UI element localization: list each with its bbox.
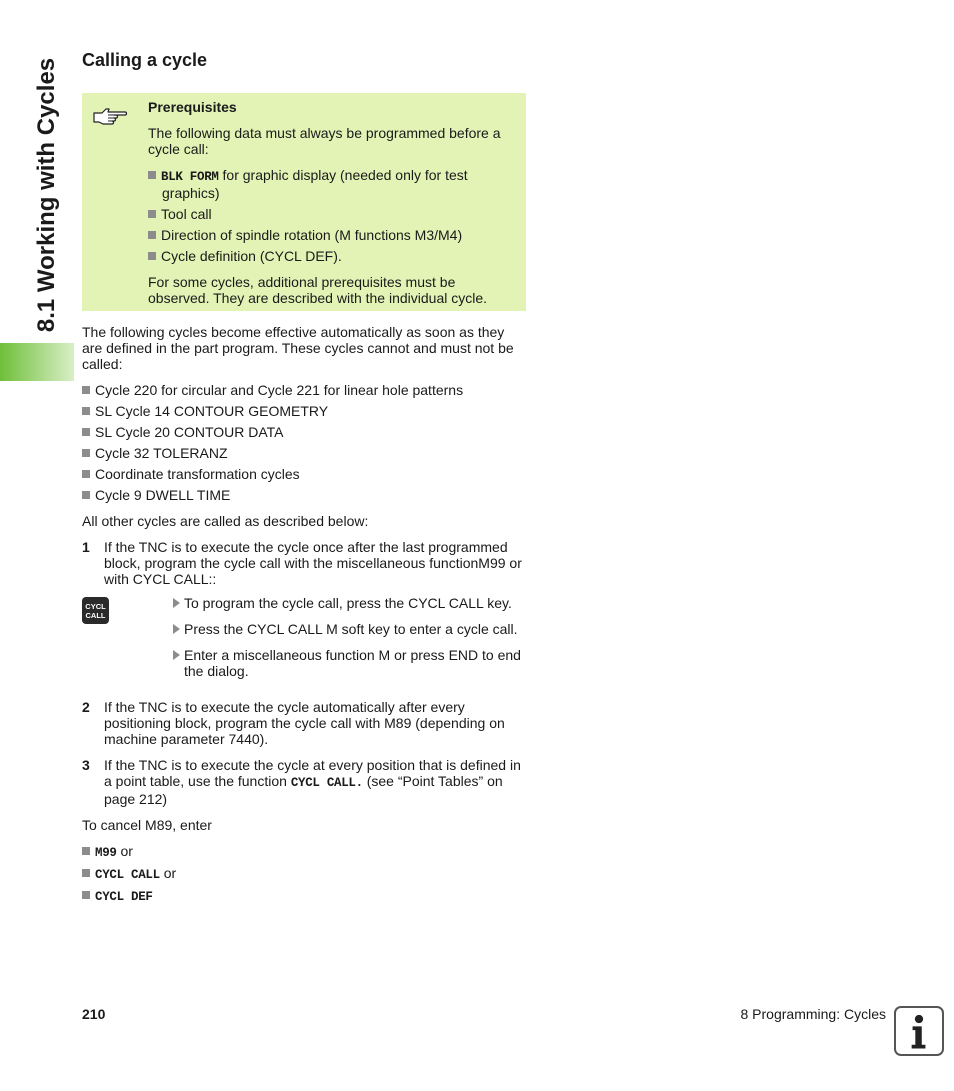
list-item: SL Cycle 20 CONTOUR DATA xyxy=(82,424,528,440)
prerequisites-list xyxy=(148,167,518,264)
call-steps-list xyxy=(82,539,528,587)
page-number: 210 xyxy=(82,1006,106,1022)
prerequisites-intro: The following data must always be programmed before a cycle call: xyxy=(148,125,501,157)
list-item: BLK FORM for graphic display (needed only for test graphics) xyxy=(148,167,518,201)
chapter-tab-bar xyxy=(0,343,74,381)
list-item: Cycle definition (CYCL DEF). xyxy=(148,248,518,264)
list-item: Cycle 220 for circular and Cycle 221 for linear hole patterns xyxy=(82,382,528,398)
bullet-square-icon xyxy=(148,171,156,179)
list-item: M99 or xyxy=(82,843,528,861)
substep: Press the CYCL CALL M soft key to enter a cycle call. xyxy=(173,621,528,637)
list-item: Cycle 32 TOLERANZ xyxy=(82,445,528,461)
substep: Enter a miscellaneous function M or press END to end the dialog. xyxy=(173,647,528,679)
triangle-arrow-icon xyxy=(173,650,180,660)
step-1: 1 If the TNC is to execute the cycle once after the last programmed block, program the cycle call with the miscellaneous functionM99 or with CYCL CALL:: xyxy=(82,539,522,587)
main-content xyxy=(82,324,528,915)
step-3: 3 If the TNC is to execute the cycle at every position that is defined in a point table, use the function CYCL CALL. (see “Point Tables” on page 212) xyxy=(82,757,521,807)
bullet-square-icon xyxy=(82,449,90,457)
step-2: 2 If the TNC is to execute the cycle automatically after every positioning block, program the cycle call with M89 (depending on machine parameter 7440). xyxy=(82,699,505,747)
list-item: CYCL CALL or xyxy=(82,865,528,883)
list-item: CYCL DEF xyxy=(82,887,528,905)
chapter-side-title: 8.1 Working with Cycles xyxy=(33,57,60,333)
prerequisites-box xyxy=(82,93,526,311)
info-icon xyxy=(894,1006,944,1056)
list-item: Coordinate transformation cycles xyxy=(82,466,528,482)
cancel-list xyxy=(82,843,528,905)
list-item: SL Cycle 14 CONTOUR GEOMETRY xyxy=(82,403,528,419)
bullet-square-icon xyxy=(82,847,90,855)
prerequisites-outro: For some cycles, additional prerequisites must be observed. They are described with the individual cycle. xyxy=(148,274,488,306)
cycl-call-instructions xyxy=(82,595,528,689)
call-steps-list-continued xyxy=(82,699,528,807)
substep: To program the cycle call, press the CYCL CALL key. xyxy=(173,595,528,611)
triangle-arrow-icon xyxy=(173,598,180,608)
bullet-square-icon xyxy=(148,231,156,239)
bullet-square-icon xyxy=(82,428,90,436)
triangle-arrow-icon xyxy=(173,624,180,634)
auto-cycles-list xyxy=(82,382,528,503)
cycl-call-key-icon: CYCL CALL xyxy=(82,597,109,624)
bullet-square-icon xyxy=(148,210,156,218)
bullet-square-icon xyxy=(82,891,90,899)
auto-cycles-intro: The following cycles become effective automatically as soon as they are defined in the part program. These cycles cannot and must not be called: xyxy=(82,324,514,372)
other-cycles-intro: All other cycles are called as described below: xyxy=(82,513,369,529)
footer-chapter: 8 Programming: Cycles xyxy=(740,1006,886,1022)
bullet-square-icon xyxy=(148,252,156,260)
list-item: Tool call xyxy=(148,206,518,222)
bullet-square-icon xyxy=(82,491,90,499)
list-item: Cycle 9 DWELL TIME xyxy=(82,487,528,503)
bullet-square-icon xyxy=(82,407,90,415)
list-item: Direction of spindle rotation (M functions M3/M4) xyxy=(148,227,518,243)
substeps-list xyxy=(173,595,528,689)
cancel-intro: To cancel M89, enter xyxy=(82,817,212,833)
bullet-square-icon xyxy=(82,470,90,478)
bullet-square-icon xyxy=(82,386,90,394)
prerequisites-title: Prerequisites xyxy=(148,99,237,115)
pointing-hand-icon xyxy=(92,103,128,127)
section-heading: Calling a cycle xyxy=(82,50,208,70)
bullet-square-icon xyxy=(82,869,90,877)
